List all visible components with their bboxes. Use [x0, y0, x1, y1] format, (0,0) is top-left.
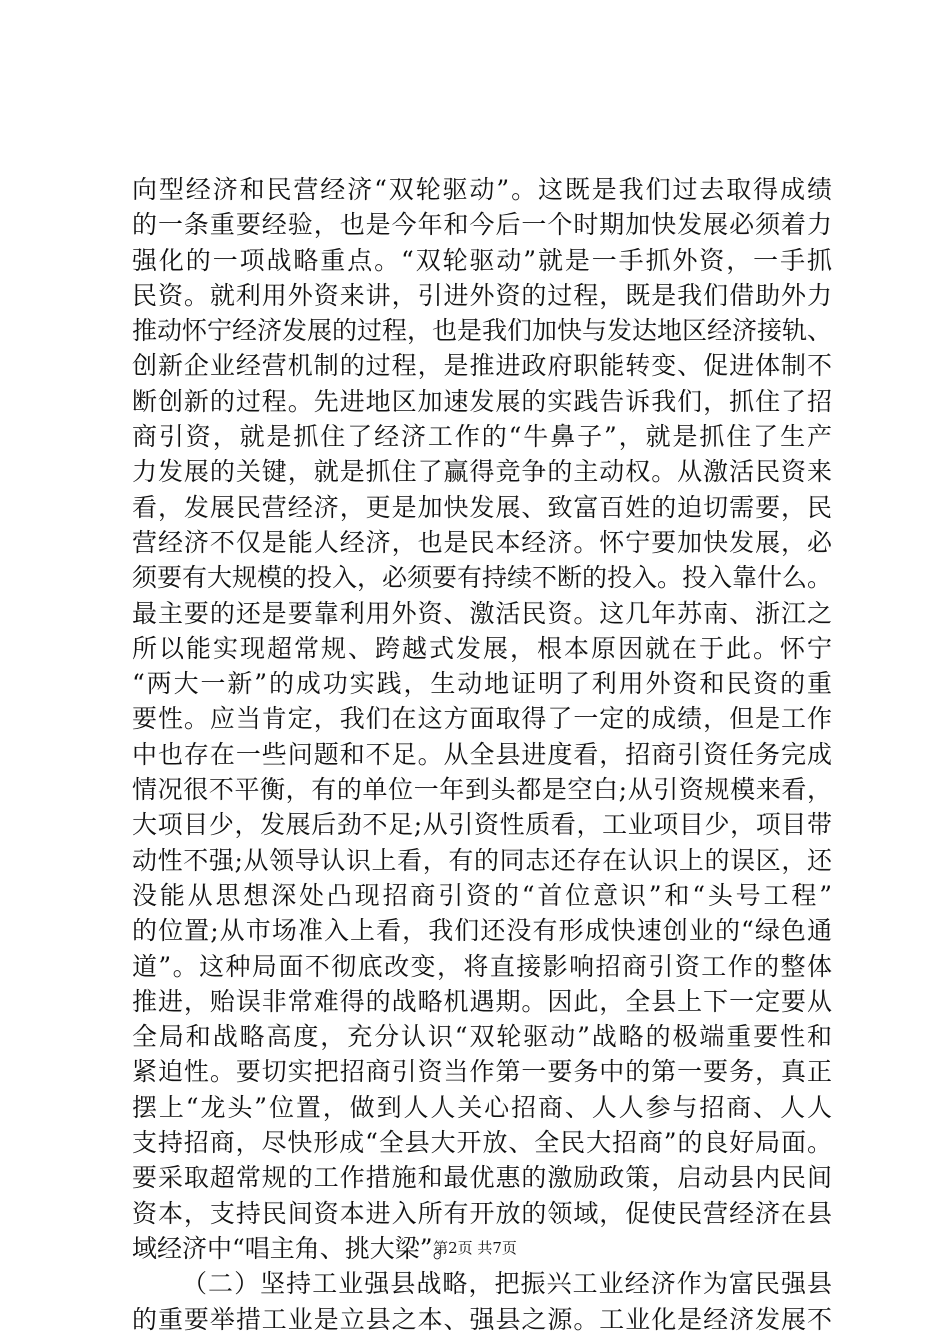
page-number: 第2页 共7页 [433, 1239, 517, 1257]
text-line: 动性不强;从领导认识上看，有的同志还存在认识上的误区，还 [132, 845, 832, 875]
text-line: 摆上“龙头”位置，做到人人关心招商、人人参与招商、人人 [132, 1092, 832, 1122]
text-line: 力发展的关键，就是抓住了赢得竞争的主动权。从激活民资来 [132, 457, 832, 487]
text-line: 没能从思想深处凸现招商引资的“首位意识”和“头号工程” [132, 880, 832, 910]
text-line: 最主要的还是要靠利用外资、激活民资。这几年苏南、浙江之 [132, 598, 832, 628]
text-line: 支持招商，尽快形成“全县大开放、全民大招商”的良好局面。 [132, 1128, 832, 1158]
text-line: 资本，支持民间资本进入所有开放的领域，促使民营经济在县 [132, 1198, 832, 1228]
body-text [132, 172, 832, 1337]
text-line: 的一条重要经验，也是今年和今后一个时期加快发展必须着力 [132, 210, 832, 240]
text-line: 向型经济和民营经济“双轮驱动”。这既是我们过去取得成绩 [132, 175, 832, 204]
text-line: 道”。这种局面不彻底改变，将直接影响招商引资工作的整体 [132, 951, 832, 981]
text-line: 断创新的过程。先进地区加速发展的实践告诉我们，抓住了招 [132, 386, 832, 416]
text-line: 要性。应当肯定，我们在这方面取得了一定的成绩，但是工作 [132, 704, 832, 734]
text-line: 看，发展民营经济，更是加快发展、致富百姓的迫切需要，民 [132, 492, 832, 522]
text-line: 推进，贻误非常难得的战略机遇期。因此，全县上下一定要从 [132, 986, 832, 1016]
text-line: 民资。就利用外资来讲，引进外资的过程，既是我们借助外力 [132, 280, 832, 310]
text-line: 全局和战略高度，充分认识“双轮驱动”战略的极端重要性和 [132, 1022, 832, 1052]
text-line: 要采取超常规的工作措施和最优惠的激励政策，启动县内民间 [132, 1163, 832, 1193]
section-heading-line: （二）坚持工业强县战略，把振兴工业经济作为富民强县 [182, 1269, 832, 1299]
text-line: 域经济中“唱主角、挑大梁”。 [132, 1233, 458, 1263]
text-line: 的重要举措工业是立县之本、强县之源。工业化是经济发展不 [132, 1304, 832, 1334]
text-line: 创新企业经营机制的过程，是推进政府职能转变、促进体制不 [132, 351, 832, 381]
text-line: “两大一新”的成功实践，生动地证明了利用外资和民资的重 [132, 669, 832, 699]
text-line: 须要有大规模的投入，必须要有持续不断的投入。投入靠什么。 [132, 563, 833, 593]
text-line: 推动怀宁经济发展的过程，也是我们加快与发达地区经济接轨、 [132, 316, 833, 346]
text-line: 中也存在一些问题和不足。从全县进度看，招商引资任务完成 [132, 739, 832, 769]
text-line: 所以能实现超常规、跨越式发展，根本原因就在于此。怀宁 [132, 633, 832, 663]
text-line: 商引资，就是抓住了经济工作的“牛鼻子”，就是抓住了生产 [132, 422, 832, 452]
text-line: 紧迫性。要切实把招商引资当作第一要务中的第一要务，真正 [132, 1057, 832, 1087]
text-line: 营经济不仅是能人经济，也是民本经济。怀宁要加快发展，必 [132, 527, 832, 557]
text-line: 情况很不平衡，有的单位一年到头都是空白;从引资规模来看， [132, 775, 832, 805]
text-line: 强化的一项战略重点。“双轮驱动”就是一手抓外资，一手抓 [132, 245, 832, 275]
text-line: 的位置;从市场准入上看，我们还没有形成快速创业的“绿色通 [132, 916, 832, 946]
text-line: 大项目少，发展后劲不足;从引资性质看，工业项目少，项目带 [132, 810, 832, 840]
